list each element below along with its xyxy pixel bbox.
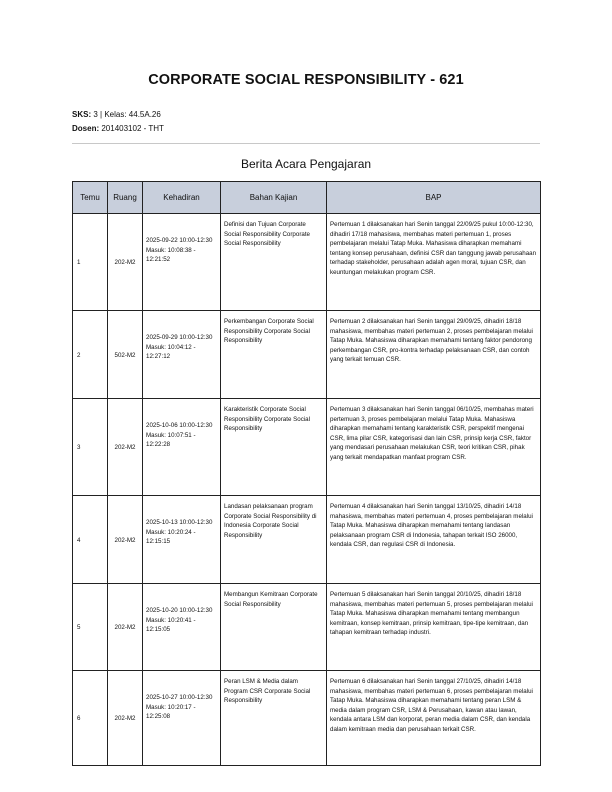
table-row	[73, 214, 541, 311]
cell-bahan-kajian: Membangun Kemitraan Corporate Social Responsibility	[221, 584, 327, 671]
cell-bap: Pertemuan 3 dilaksanakan hari Senin tanggal 06/10/25, membahas materi pertemuan 3, proses pembelajaran melalui Tatap Muka. Mahasiswa diharapkan memahami tentang karakteristik CSR, perspektif mengenai CSR, lima pilar CSR, kategorisasi dan lain CSR, prinsip kerja CSR, faktor yang mendasari perusahaan melakukan CSR, teori kritikan CSR, pihak yang terkait mendapatkan manfaat program CSR.	[327, 399, 541, 496]
col-header-bahan-kajian: Bahan Kajian	[221, 182, 327, 214]
table-row	[73, 311, 541, 399]
table-row	[73, 584, 541, 671]
cell-bahan-kajian: Perkembangan Corporate Social Responsibility Corporate Social Responsibility	[221, 311, 327, 399]
dosen-value: 201403102 - THT	[101, 124, 164, 133]
cell-ruang: 202-M2	[108, 584, 143, 671]
col-header-bap: BAP	[327, 182, 541, 214]
header-divider	[72, 143, 540, 144]
cell-kehadiran: 2025-10-27 10:00-12:30 Masuk: 10:20:17 - 12:25:08	[143, 671, 221, 766]
cell-temu: 5	[73, 584, 108, 671]
cell-ruang: 202-M2	[108, 496, 143, 584]
course-meta-dosen	[72, 124, 164, 133]
cell-kehadiran: 2025-10-13 10:00-12:30 Masuk: 10:20:24 - 12:15:15	[143, 496, 221, 584]
cell-temu: 4	[73, 496, 108, 584]
sks-value: 3 | Kelas: 44.5A.26	[93, 110, 161, 119]
cell-kehadiran: 2025-10-20 10:00-12:30 Masuk: 10:20:41 - 12:15:05	[143, 584, 221, 671]
cell-bahan-kajian: Peran LSM & Media dalam Program CSR Corporate Social Responsibility	[221, 671, 327, 766]
cell-ruang: 502-M2	[108, 311, 143, 399]
dosen-label: Dosen:	[72, 124, 100, 133]
bap-table	[72, 181, 541, 766]
cell-bahan-kajian: Karakteristik Corporate Social Responsibility Corporate Social Responsibility	[221, 399, 327, 496]
cell-ruang: 202-M2	[108, 671, 143, 766]
cell-temu: 2	[73, 311, 108, 399]
col-header-temu: Temu	[73, 182, 108, 214]
cell-bap: Pertemuan 1 dilaksanakan hari Senin tanggal 22/09/25 pukul 10:00-12:30, dihadiri 17/18 mahasiswa, membahas materi pertemuan 1, proses pembelajaran melalui Tatap Muka. Mahasiswa diharapkan memahami tentang konsep perusahaan, definisi CSR dan tanggung jawab perusahaan terhadap stakeholder, perusahaan adalah agen moral, tujuan CSR, dan keuntungan melakukan program CSR.	[327, 214, 541, 311]
cell-bap: Pertemuan 4 dilaksanakan hari Senin tanggal 13/10/25, dihadiri 14/18 mahasiswa, membahas materi pertemuan 4, proses pembelajaran melalui Tatap Muka. Mahasiswa diharapkan memahami tentang landasan pelaksanaan program CSR di Indonesia, tahapan terkait ISO 26000, kendala CSR, dan regulasi CSR di Indonesia.	[327, 496, 541, 584]
cell-temu: 3	[73, 399, 108, 496]
table-header-row	[73, 182, 541, 214]
sks-label: SKS:	[72, 110, 92, 119]
table-row	[73, 399, 541, 496]
col-header-kehadiran: Kehadiran	[143, 182, 221, 214]
table-row	[73, 496, 541, 584]
cell-bap: Pertemuan 5 dilaksanakan hari Senin tanggal 20/10/25, dihadiri 18/18 mahasiswa, membahas materi pertemuan 5, proses pembelajaran melalui Tatap Muka. Mahasiswa diharapkan memahami tentang membangun kemitraan, konsep kemitraan, prinsip kemitraan, tipe-tipe kemitraan, dan tahapan kemitraan terhadap industri.	[327, 584, 541, 671]
cell-kehadiran: 2025-09-22 10:00-12:30 Masuk: 10:08:38 - 12:21:52	[143, 214, 221, 311]
course-title: CORPORATE SOCIAL RESPONSIBILITY - 621	[148, 72, 464, 88]
cell-bahan-kajian: Definisi dan Tujuan Corporate Social Responsibility Corporate Social Responsibility	[221, 214, 327, 311]
cell-bap: Pertemuan 6 dilaksanakan hari Senin tanggal 27/10/25, dihadiri 14/18 mahasiswa, membahas materi pertemuan 6, proses pembelajaran melalui Tatap Muka. Mahasiswa diharapkan memahami tentang peran LSM & media dalam program CSR, LSM & Perusahaan, kawan atau lawan, kendala antara LSM dan korporat, peran media dalam CSR, dan kendala dalam kemitraan media dan perusahaan terkait CSR.	[327, 671, 541, 766]
cell-bahan-kajian: Landasan pelaksanaan program Corporate Social Responsibility di Indonesia Corporate Social Responsibility	[221, 496, 327, 584]
cell-temu: 1	[73, 214, 108, 311]
table-row	[73, 671, 541, 766]
col-header-ruang: Ruang	[108, 182, 143, 214]
section-title: Berita Acara Pengajaran	[240, 157, 372, 171]
course-meta-sks	[72, 110, 161, 119]
cell-bap: Pertemuan 2 dilaksanakan hari Senin tanggal 29/09/25, dihadiri 18/18 mahasiswa, membahas materi pertemuan 2, proses pembelajaran melalui Tatap Muka. Mahasiswa diharapkan memahami tentang faktor pendorong perkembangan CSR, pro-kontra terhadap pelaksanaan CSR, dan contoh yang terkait temuan CSR.	[327, 311, 541, 399]
cell-temu: 6	[73, 671, 108, 766]
cell-ruang: 202-M2	[108, 214, 143, 311]
cell-kehadiran: 2025-09-29 10:00-12:30 Masuk: 10:04:12 - 12:27:12	[143, 311, 221, 399]
cell-kehadiran: 2025-10-06 10:00-12:30 Masuk: 10:07:51 - 12:22:28	[143, 399, 221, 496]
cell-ruang: 202-M2	[108, 399, 143, 496]
